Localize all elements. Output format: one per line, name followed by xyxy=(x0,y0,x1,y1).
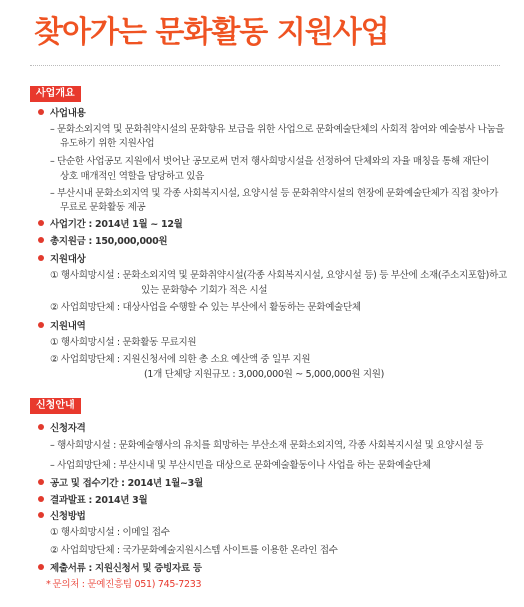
method-line: ② 사업희망단체 : 국가문화예술지원시스템 사이트를 이용한 온라인 접수 xyxy=(50,545,338,556)
contact-info: * 문의처 : 문예진흥팀 051) 745-7233 xyxy=(46,579,202,590)
heading-target: 지원대상 xyxy=(38,253,86,266)
heading-notice: 공고 및 접수기간 : 2014년 1월~3월 xyxy=(38,477,203,490)
section-label-application: 신청안내 xyxy=(30,398,81,414)
heading-documents: 제출서류 : 지원신청서 및 증빙자료 등 xyxy=(38,562,202,575)
detail-line: (1개 단체당 지원규모 : 3,000,000원 ~ 5,000,000원 지원) xyxy=(144,369,384,380)
asterisk-icon: * xyxy=(46,579,51,590)
bullet-icon xyxy=(38,424,44,430)
bullet-icon xyxy=(38,109,44,115)
bullet-icon xyxy=(38,237,44,243)
content-line: 무료로 문화활동 제공 xyxy=(60,202,146,213)
bullet-icon xyxy=(38,496,44,502)
content-line: 유도하기 위한 지원사업 xyxy=(60,138,155,149)
bullet-icon xyxy=(38,564,44,570)
bullet-icon xyxy=(38,322,44,328)
title-divider xyxy=(30,65,500,66)
detail-line: ② 사업희망단체 : 지원신청서에 의한 총 소요 예산액 중 일부 지원 xyxy=(50,354,311,365)
content-line: – 문화소외지역 및 문화취약시설의 문화향유 보급을 위한 사업으로 문화예술단체의 사회적 참여와 예술봉사 나눔을 xyxy=(50,124,505,135)
target-line: ① 행사희망시설 : 문화소외지역 및 문화취약시설(각종 사회복지시설, 요양시설 등) 등 부산에 소재(주소지포함)하고 xyxy=(50,270,507,281)
section-label-overview: 사업개요 xyxy=(30,86,81,102)
bullet-icon xyxy=(38,255,44,261)
qualification-line: – 사업희망단체 : 부산시내 및 부산시민을 대상으로 문화예술활동이나 사업을 하는 문화예술단체 xyxy=(50,460,431,471)
heading-budget: 총지원금 : 150,000,000원 xyxy=(38,235,167,248)
detail-line: ① 행사희망시설 : 문화활동 무료지원 xyxy=(50,337,197,348)
heading-result: 결과발표 : 2014년 3월 xyxy=(38,494,147,507)
bullet-icon xyxy=(38,220,44,226)
target-line: 있는 문화향수 기회가 적은 시설 xyxy=(141,285,268,296)
heading-method: 신청방법 xyxy=(38,510,86,523)
bullet-icon xyxy=(38,479,44,485)
qualification-line: – 행사희망시설 : 문화예술행사의 유치를 희망하는 부산소재 문화소외지역, 각종 사회복지시설 및 요양시설 등 xyxy=(50,440,484,451)
page-title: 찾아가는 문화활동 지원사업 xyxy=(34,15,389,50)
method-line: ① 행사희망시설 : 이메일 접수 xyxy=(50,527,170,538)
heading-content: 사업내용 xyxy=(38,107,86,120)
bullet-icon xyxy=(38,512,44,518)
heading-period: 사업기간 : 2014년 1월 ~ 12월 xyxy=(38,218,183,231)
content-line: – 단순한 사업공모 지원에서 벗어난 공모로써 먼저 행사희망시설을 선정하여 단체와의 자율 매칭을 통해 재단이 xyxy=(50,156,490,167)
content-line: – 부산시내 문화소외지역 및 각종 사회복지시설, 요양시설 등 문화취약시설의 현장에 문화예술단체가 직접 찾아가 xyxy=(50,188,499,199)
content-line: 상호 매개적인 역할을 담당하고 있음 xyxy=(60,171,205,182)
heading-detail: 지원내역 xyxy=(38,320,86,333)
target-line: ② 사업희망단체 : 대상사업을 수행할 수 있는 부산에서 활동하는 문화예술단체 xyxy=(50,302,361,313)
heading-qualification: 신청자격 xyxy=(38,422,86,435)
